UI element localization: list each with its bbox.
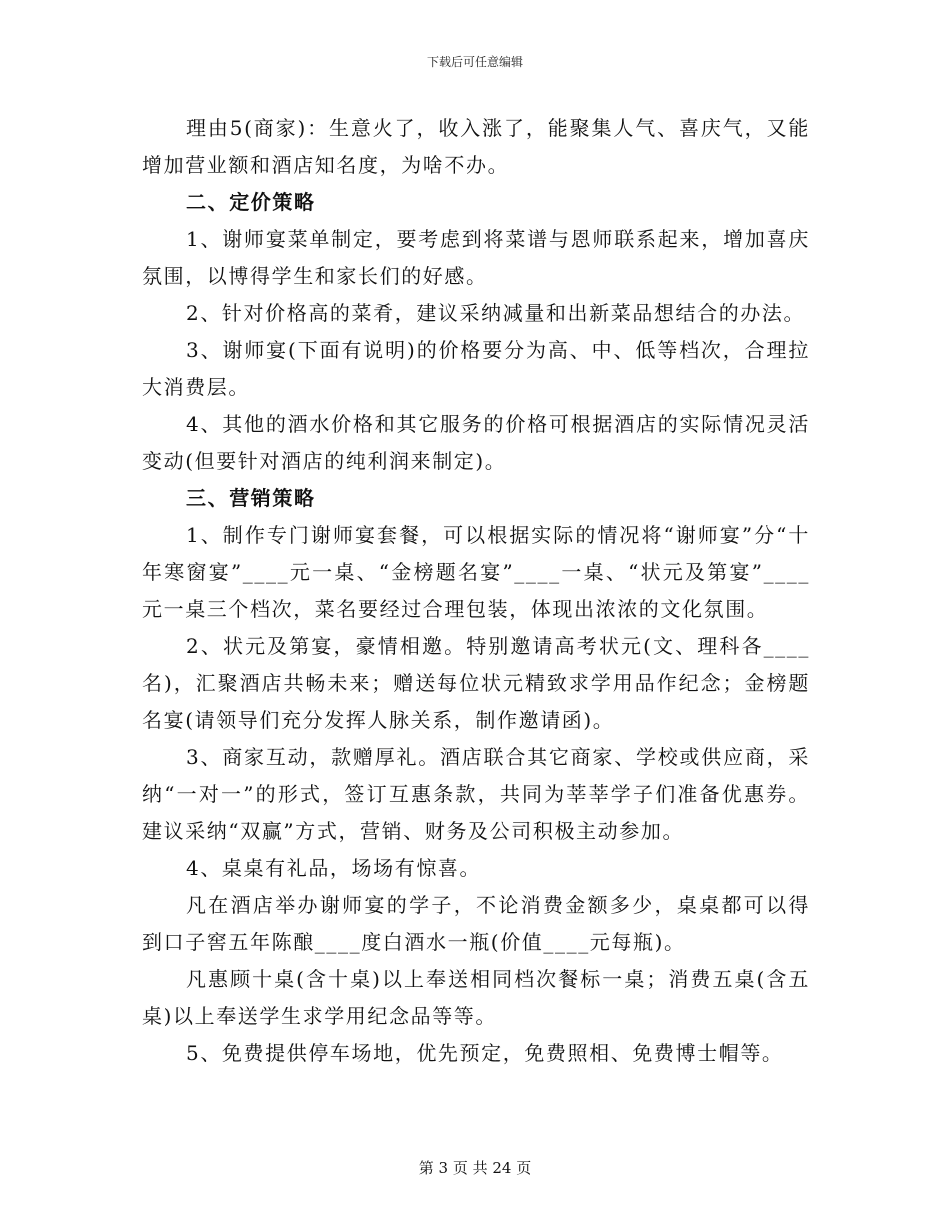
section-heading-marketing: 三、营销策略: [186, 486, 316, 510]
section-heading-pricing: 二、定价策略: [186, 190, 316, 214]
paragraph-pricing-3: 3、谢师宴(下面有说明)的价格要分为高、中、低等档次，合理拉大消费层。: [142, 338, 810, 399]
paragraph-pricing-4: 4、其他的酒水价格和其它服务的价格可根据酒店的实际情况灵活变动(但要针对酒店的纯利润来制定)。: [142, 412, 810, 473]
page-footer: 第 3 页 共 24 页: [418, 1159, 532, 1177]
paragraph-marketing-1: 1、制作专门谢师宴套餐，可以根据实际的情况将“谢师宴”分“十年寒窗宴”____元一桌、“金榜题名宴”____一桌、“状元及第宴”____元一桌三个档次，菜名要经过合理包装，体现出浓浓的文化氛围。: [142, 523, 810, 621]
document-body: [142, 110, 810, 1072]
paragraph-marketing-2: 2、状元及第宴，豪情相邀。特别邀请高考状元(文、理科各____名)，汇聚酒店共畅未来；赠送每位状元精致求学用品作纪念；金榜题名宴(请领导们充分发挥人脉关系，制作邀请函)。: [142, 634, 810, 732]
paragraph-pricing-1: 1、谢师宴菜单制定，要考虑到将菜谱与恩师联系起来，增加喜庆氛围，以博得学生和家长们的好感。: [142, 227, 810, 288]
paragraph-reason-5: 理由5(商家)：生意火了，收入涨了，能聚集人气、喜庆气，又能增加营业额和酒店知名度，为啥不办。: [142, 116, 810, 177]
paragraph-marketing-4-detail-a: 凡在酒店举办谢师宴的学子，不论消费金额多少，桌桌都可以得到口子窖五年陈酿____度白酒水一瓶(价值____元每瓶)。: [142, 893, 810, 954]
page-header: 下载后可任意编辑: [426, 55, 523, 69]
paragraph-marketing-4: 4、桌桌有礼品，场场有惊喜。: [186, 856, 482, 880]
paragraph-marketing-4-detail-b: 凡惠顾十桌(含十桌)以上奉送相同档次餐标一桌；消费五桌(含五桌)以上奉送学生求学用纪念品等等。: [142, 967, 810, 1028]
paragraph-pricing-2: 2、针对价格高的菜肴，建议采纳减量和出新菜品想结合的办法。: [186, 301, 806, 325]
paragraph-marketing-3: 3、商家互动，款赠厚礼。酒店联合其它商家、学校或供应商，采纳“一对一”的形式，签订互惠条款，共同为莘莘学子们准备优惠券。建议采纳“双赢”方式，营销、财务及公司积极主动参加。: [142, 745, 810, 843]
paragraph-marketing-5: 5、免费提供停车场地，优先预定，免费照相、免费博士帽等。: [186, 1041, 784, 1065]
